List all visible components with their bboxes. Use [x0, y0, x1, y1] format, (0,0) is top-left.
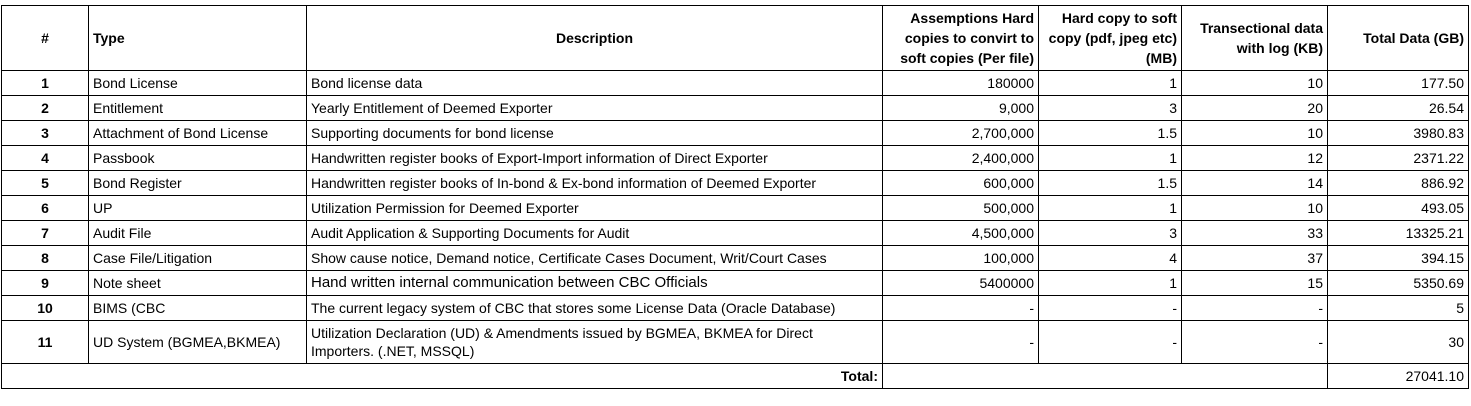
table-row: [2, 296, 1469, 321]
table-row: [2, 171, 1469, 196]
row-total: 886.92: [1328, 171, 1469, 196]
row-num: 7: [2, 221, 89, 246]
table-row: [2, 196, 1469, 221]
row-hardcopy: 1: [1039, 146, 1182, 171]
header-type: Type: [89, 6, 307, 71]
row-num: 3: [2, 121, 89, 146]
row-description: Handwritten register books of Export-Import information of Direct Exporter: [307, 146, 883, 171]
row-num: 2: [2, 96, 89, 121]
row-hardcopy: 3: [1039, 96, 1182, 121]
row-type: UD System (BGMEA,BKMEA): [89, 321, 307, 364]
row-transactional: 14: [1182, 171, 1328, 196]
row-num: 11: [2, 321, 89, 364]
row-transactional: -: [1182, 321, 1328, 364]
row-transactional: 10: [1182, 196, 1328, 221]
row-description: Hand written internal communication between CBC Officials: [307, 271, 883, 296]
total-value: 27041.10: [1328, 364, 1469, 389]
row-total: 26.54: [1328, 96, 1469, 121]
row-transactional: 20: [1182, 96, 1328, 121]
row-type: Bond Register: [89, 171, 307, 196]
row-num: 4: [2, 146, 89, 171]
row-total: 3980.83: [1328, 121, 1469, 146]
row-transactional: 37: [1182, 246, 1328, 271]
row-total: 13325.21: [1328, 221, 1469, 246]
row-type: Attachment of Bond License: [89, 121, 307, 146]
table-row: [2, 321, 1469, 364]
row-description: The current legacy system of CBC that stores some License Data (Oracle Database): [307, 296, 883, 321]
row-assumptions: 180000: [883, 71, 1039, 96]
table-row: [2, 71, 1469, 96]
row-num: 9: [2, 271, 89, 296]
row-hardcopy: 1: [1039, 196, 1182, 221]
header-row: [2, 6, 1469, 71]
row-type: BIMS (CBC: [89, 296, 307, 321]
row-total: 493.05: [1328, 196, 1469, 221]
row-hardcopy: 1.5: [1039, 121, 1182, 146]
row-assumptions: 2,700,000: [883, 121, 1039, 146]
row-num: 6: [2, 196, 89, 221]
row-hardcopy: 4: [1039, 246, 1182, 271]
header-assumptions: Assemptions Hard copies to convirt to soft copies (Per file): [883, 6, 1039, 71]
row-num: 1: [2, 71, 89, 96]
row-assumptions: 100,000: [883, 246, 1039, 271]
row-hardcopy: 1: [1039, 71, 1182, 96]
row-transactional: 10: [1182, 121, 1328, 146]
row-description: Yearly Entitlement of Deemed Exporter: [307, 96, 883, 121]
row-hardcopy: 3: [1039, 221, 1182, 246]
row-total: 5: [1328, 296, 1469, 321]
table-row: [2, 146, 1469, 171]
row-assumptions: 2,400,000: [883, 146, 1039, 171]
row-assumptions: 500,000: [883, 196, 1039, 221]
row-total: 2371.22: [1328, 146, 1469, 171]
row-type: Passbook: [89, 146, 307, 171]
row-transactional: 33: [1182, 221, 1328, 246]
table-row: [2, 221, 1469, 246]
row-assumptions: 600,000: [883, 171, 1039, 196]
row-description: Utilization Declaration (UD) & Amendments issued by BGMEA, BKMEA for Direct Importers. (.NET, MSSQL): [307, 321, 883, 364]
row-assumptions: -: [883, 296, 1039, 321]
row-type: UP: [89, 196, 307, 221]
row-hardcopy: -: [1039, 321, 1182, 364]
row-num: 5: [2, 171, 89, 196]
row-description: Utilization Permission for Deemed Exporter: [307, 196, 883, 221]
row-description: Audit Application & Supporting Documents for Audit: [307, 221, 883, 246]
row-description: Handwritten register books of In-bond & Ex-bond information of Deemed Exporter: [307, 171, 883, 196]
table-row: [2, 246, 1469, 271]
row-type: Bond License: [89, 71, 307, 96]
header-hardcopy: Hard copy to soft copy (pdf, jpeg etc) (MB): [1039, 6, 1182, 71]
row-total: 5350.69: [1328, 271, 1469, 296]
table-row: [2, 271, 1469, 296]
row-assumptions: 4,500,000: [883, 221, 1039, 246]
total-label: Total:: [2, 364, 883, 389]
row-type: Audit File: [89, 221, 307, 246]
row-assumptions: -: [883, 321, 1039, 364]
row-type: Note sheet: [89, 271, 307, 296]
total-empty-cell: [883, 364, 1328, 389]
row-assumptions: 5400000: [883, 271, 1039, 296]
row-assumptions: 9,000: [883, 96, 1039, 121]
row-total: 177.50: [1328, 71, 1469, 96]
row-hardcopy: 1: [1039, 271, 1182, 296]
data-volume-table: [1, 5, 1469, 389]
row-description: Show cause notice, Demand notice, Certificate Cases Document, Writ/Court Cases: [307, 246, 883, 271]
header-description: Description: [307, 6, 883, 71]
table-row: [2, 121, 1469, 146]
row-transactional: -: [1182, 296, 1328, 321]
row-transactional: 15: [1182, 271, 1328, 296]
total-row: [2, 364, 1469, 389]
row-hardcopy: -: [1039, 296, 1182, 321]
header-transactional: Transectional data with log (KB): [1182, 6, 1328, 71]
row-total: 394.15: [1328, 246, 1469, 271]
row-transactional: 12: [1182, 146, 1328, 171]
spreadsheet: [1, 5, 1469, 389]
header-total: Total Data (GB): [1328, 6, 1469, 71]
row-description: Bond license data: [307, 71, 883, 96]
header-num: #: [2, 6, 89, 71]
row-type: Case File/Litigation: [89, 246, 307, 271]
row-transactional: 10: [1182, 71, 1328, 96]
row-total: 30: [1328, 321, 1469, 364]
row-type: Entitlement: [89, 96, 307, 121]
row-description: Supporting documents for bond license: [307, 121, 883, 146]
row-hardcopy: 1.5: [1039, 171, 1182, 196]
row-num: 10: [2, 296, 89, 321]
row-num: 8: [2, 246, 89, 271]
table-row: [2, 96, 1469, 121]
